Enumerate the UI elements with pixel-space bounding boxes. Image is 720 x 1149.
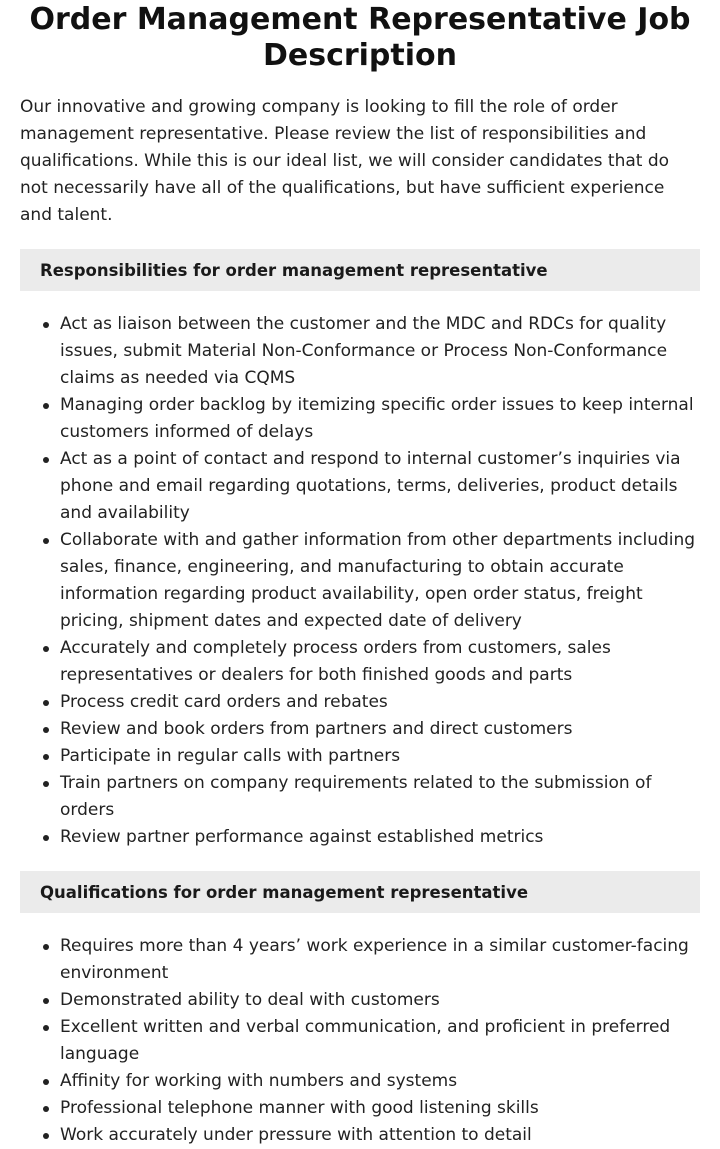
qualifications-heading: Qualifications for order management representative xyxy=(20,871,700,913)
list-item-text: Review partner performance against established metrics xyxy=(60,827,544,847)
bullet-icon xyxy=(43,700,49,706)
list-item xyxy=(60,1122,700,1149)
bullet-icon xyxy=(43,835,49,841)
list-item-text: Affinity for working with numbers and systems xyxy=(60,1071,458,1091)
list-item xyxy=(60,743,700,770)
list-item xyxy=(60,392,700,446)
list-item xyxy=(60,933,700,987)
list-item xyxy=(60,770,700,824)
list-item-text: Accurately and completely process orders from customers, sales representatives or dealers for both finished goods and parts xyxy=(60,638,611,685)
list-item-text: Participate in regular calls with partners xyxy=(60,746,401,766)
list-item-text: Demonstrated ability to deal with customers xyxy=(60,990,440,1010)
bullet-icon xyxy=(43,754,49,760)
list-item-text: Review and book orders from partners and direct customers xyxy=(60,719,573,739)
list-item xyxy=(60,635,700,689)
list-item xyxy=(60,716,700,743)
list-item xyxy=(60,689,700,716)
bullet-icon xyxy=(43,538,49,544)
list-item xyxy=(60,1014,700,1068)
responsibilities-list xyxy=(20,311,700,851)
bullet-icon xyxy=(43,646,49,652)
page-title: Order Management Representative Job Description xyxy=(29,2,691,73)
list-item xyxy=(60,1095,700,1122)
bullet-icon xyxy=(43,998,49,1004)
list-item-text: Train partners on company requirements related to the submission of orders xyxy=(60,773,652,820)
intro-paragraph: Our innovative and growing company is looking to fill the role of order management representative. Please review the list of responsibilities and qualifications. While this is our ideal list, we will consider candidates that do not necessarily have all of the qualifications, but have sufficient experience and talent. xyxy=(20,97,670,225)
bullet-icon xyxy=(43,403,49,409)
list-item-text: Act as liaison between the customer and the MDC and RDCs for quality issues, submit Material Non-Conformance or Process Non-Conformance claims as needed via CQMS xyxy=(60,314,668,388)
list-item-text: Work accurately under pressure with attention to detail xyxy=(60,1125,532,1145)
list-item-text: Requires more than 4 years’ work experience in a similar customer-facing environment xyxy=(60,936,689,983)
bullet-icon xyxy=(43,944,49,950)
bullet-icon xyxy=(43,1106,49,1112)
list-item xyxy=(60,824,700,851)
bullet-icon xyxy=(43,457,49,463)
bullet-icon xyxy=(43,727,49,733)
list-item xyxy=(60,446,700,527)
list-item-text: Act as a point of contact and respond to internal customer’s inquiries via phone and email regarding quotations, terms, deliveries, product details and availability xyxy=(60,449,681,523)
qualifications-list xyxy=(20,933,700,1149)
list-item xyxy=(60,1068,700,1095)
list-item-text: Professional telephone manner with good listening skills xyxy=(60,1098,539,1118)
bullet-icon xyxy=(43,1079,49,1085)
list-item xyxy=(60,987,700,1014)
bullet-icon xyxy=(43,1025,49,1031)
list-item-text: Managing order backlog by itemizing specific order issues to keep internal customers informed of delays xyxy=(60,395,694,442)
list-item xyxy=(60,527,700,635)
bullet-icon xyxy=(43,1133,49,1139)
responsibilities-heading: Responsibilities for order management representative xyxy=(20,249,700,291)
bullet-icon xyxy=(43,781,49,787)
bullet-icon xyxy=(43,322,49,328)
list-item xyxy=(60,311,700,392)
list-item-text: Process credit card orders and rebates xyxy=(60,692,388,712)
list-item-text: Excellent written and verbal communication, and proficient in preferred language xyxy=(60,1017,671,1064)
list-item-text: Collaborate with and gather information from other departments including sales, finance, engineering, and manufacturing to obtain accurate information regarding product availability, open order status, freight pricing, shipment dates and expected date of delivery xyxy=(60,530,696,631)
